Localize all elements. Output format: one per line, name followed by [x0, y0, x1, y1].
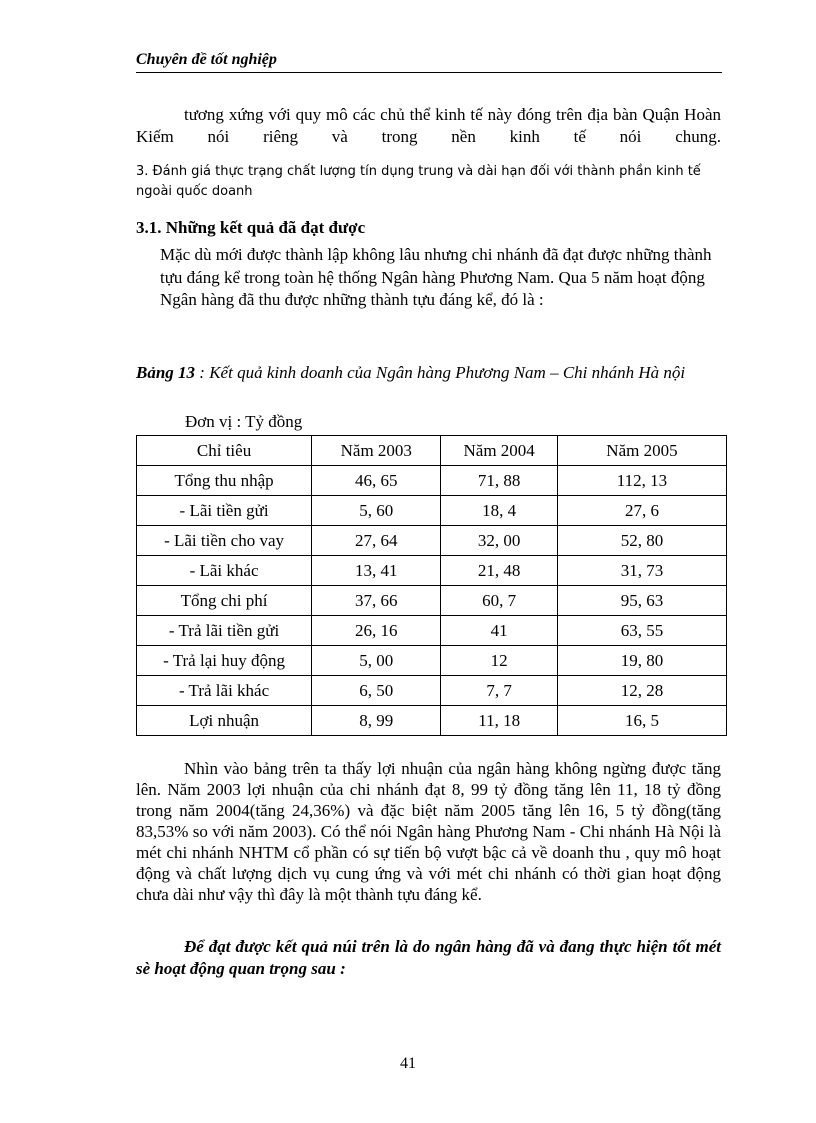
- table-cell: - Trả lãi tiền gửi: [137, 616, 312, 646]
- table-cell: 112, 13: [557, 466, 726, 496]
- table-header-cell: Năm 2004: [441, 436, 557, 466]
- table-cell: 5, 60: [312, 496, 441, 526]
- table-row: [137, 526, 727, 556]
- table-cell: 18, 4: [441, 496, 557, 526]
- table-header-cell: Năm 2005: [557, 436, 726, 466]
- table-caption-label: Bảng 13: [136, 363, 196, 382]
- page-number: 41: [400, 1055, 416, 1072]
- table-header-cell: Năm 2003: [312, 436, 441, 466]
- business-results-table: [136, 435, 727, 736]
- table-cell: 7, 7: [441, 676, 557, 706]
- table-cell: 27, 6: [557, 496, 726, 526]
- table-cell: 32, 00: [441, 526, 557, 556]
- table-cell: 12, 28: [557, 676, 726, 706]
- table-cell: 71, 88: [441, 466, 557, 496]
- table-row: [137, 646, 727, 676]
- table-cell: 95, 63: [557, 586, 726, 616]
- table-cell: 60, 7: [441, 586, 557, 616]
- table-row: [137, 466, 727, 496]
- table-unit: Đơn vị : Tỷ đồng: [185, 412, 303, 431]
- table-cell: 16, 5: [557, 706, 726, 736]
- header-title: Chuyên đề tốt nghiệp: [136, 51, 277, 68]
- table-row: [137, 556, 727, 586]
- table-cell: - Trả lãi khác: [137, 676, 312, 706]
- table-cell: 46, 65: [312, 466, 441, 496]
- table-row: [137, 676, 727, 706]
- paragraph-conclusion: Để đạt được kết quả núi trên là do ngân hàng đã và đang thực hiện tốt mét sè hoạt động quan trọng sau :: [136, 937, 721, 978]
- table-cell: - Trả lại huy động: [137, 646, 312, 676]
- table-row: [137, 706, 727, 736]
- table-cell: 13, 41: [312, 556, 441, 586]
- table-cell: 19, 80: [557, 646, 726, 676]
- table-cell: 41: [441, 616, 557, 646]
- table-cell: - Lãi khác: [137, 556, 312, 586]
- table-cell: 8, 99: [312, 706, 441, 736]
- table-header-cell: Chỉ tiêu: [137, 436, 312, 466]
- paragraph-intro: tương xứng với quy mô các chủ thể kinh tế này đóng trên địa bàn Quận Hoàn Kiếm nói riêng và trong nền kinh tế nói chung.: [136, 105, 721, 146]
- table-caption: [136, 362, 721, 384]
- section-3-heading: 3. Đánh giá thực trạng chất lượng tín dụng trung và dài hạn đối với thành phần kinh tế ngoài quốc doanh: [136, 164, 701, 199]
- table-row: [137, 586, 727, 616]
- table-cell: 5, 00: [312, 646, 441, 676]
- table-row: [137, 496, 727, 526]
- section-3-1-heading: 3.1. Những kết quả đã đạt được: [136, 218, 366, 237]
- table-cell: 26, 16: [312, 616, 441, 646]
- table-cell: 31, 73: [557, 556, 726, 586]
- table-cell: 6, 50: [312, 676, 441, 706]
- table-cell: - Lãi tiền gửi: [137, 496, 312, 526]
- table-cell: 11, 18: [441, 706, 557, 736]
- table-cell: - Lãi tiền cho vay: [137, 526, 312, 556]
- table-cell: 12: [441, 646, 557, 676]
- table-caption-text: : Kết quả kinh doanh của Ngân hàng Phương Nam – Chi nhánh Hà nội: [195, 363, 686, 382]
- table-cell: Tổng chi phí: [137, 586, 312, 616]
- table-cell: Lợi nhuận: [137, 706, 312, 736]
- table-header-row: [137, 436, 727, 466]
- table-cell: 37, 66: [312, 586, 441, 616]
- table-cell: 21, 48: [441, 556, 557, 586]
- table-row: [137, 616, 727, 646]
- page-header: [136, 50, 722, 73]
- paragraph-achievements: Mặc dù mới được thành lập không lâu nhưng chi nhánh đã đạt được những thành tựu đáng kể trong toàn hệ thống Ngân hàng Phương Nam. Qua 5 năm hoạt động Ngân hàng đã thu được những thành tựu đáng kể, đó là :: [160, 245, 712, 309]
- table-cell: 52, 80: [557, 526, 726, 556]
- table-cell: 27, 64: [312, 526, 441, 556]
- table-cell: Tổng thu nhập: [137, 466, 312, 496]
- paragraph-analysis: Nhìn vào bảng trên ta thấy lợi nhuận của ngân hàng không ngừng được tăng lên. Năm 2003 lợi nhuận của chi nhánh đạt 8, 99 tỷ đồng tăng lên 11, 18 tỷ đồng trong năm 2004(tăng 24,36%) và đặc biệt năm 2005 tăng lên 16, 5 tỷ đồng(tăng 83,53% so với năm 2003). Có thể nói Ngân hàng Phương Nam - Chi nhánh Hà Nội là mét chi nhánh NHTM cổ phần có sự tiến bộ vượt bậc cả về doanh thu , quy mô hoạt động và chất lượng dịch vụ cung ứng và với mét chi nhánh có thời gian hoạt động chưa dài như vậy thì đây là một thành tựu đáng kể.: [136, 759, 721, 904]
- table-cell: 63, 55: [557, 616, 726, 646]
